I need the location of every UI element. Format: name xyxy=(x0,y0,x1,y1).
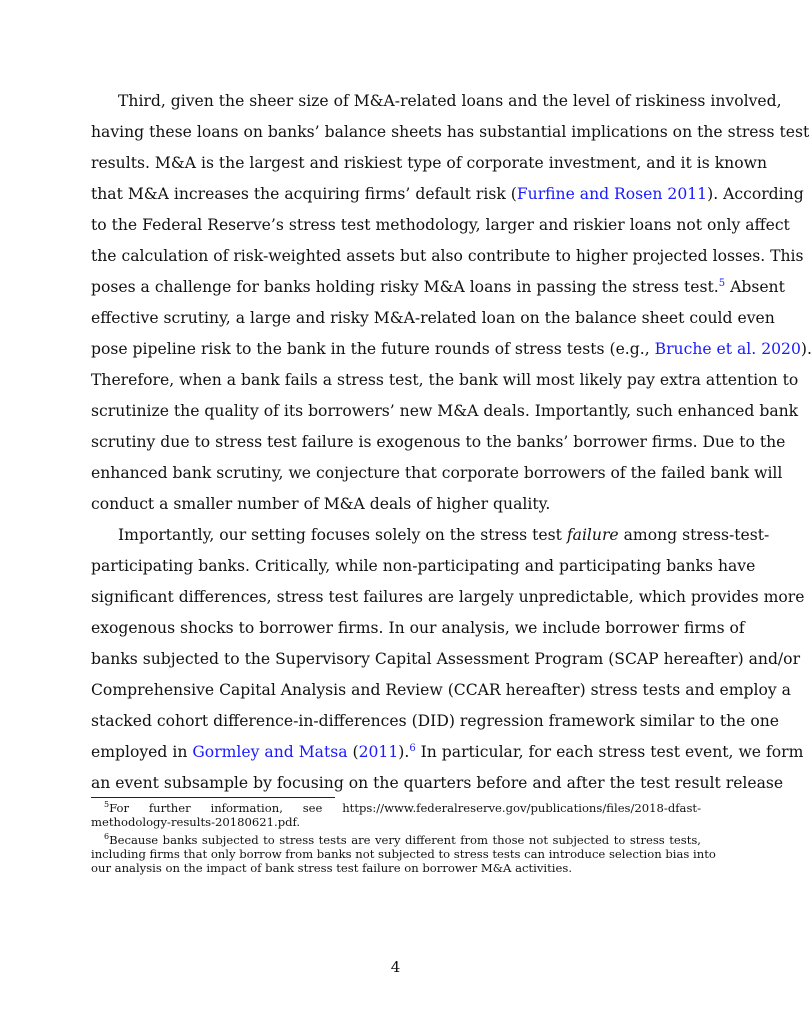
citation-furfine-rosen-link[interactable]: Furfine and Rosen 2011 xyxy=(516,185,708,203)
p1-line-13: enhanced bank scrutiny, we conjecture that corporate borrowers of the failed bank will xyxy=(91,464,783,482)
footnote-ref-6[interactable]: 6 xyxy=(409,742,416,754)
footnote-5-line-2: methodology-results-20180621.pdf. xyxy=(91,815,301,829)
footnote-ref-5[interactable]: 5 xyxy=(718,277,726,289)
page-number: 4 xyxy=(390,958,401,976)
p1-line-8: effective scrutiny, a large and risky M&A-related loan on the balance sheet could even xyxy=(91,309,775,327)
p1-line-2: having these loans on banks’ balance sheets has substantial implications on the stress test xyxy=(91,123,810,141)
footnote-6-line-3: our analysis on the impact of bank stress test failure on borrower M&A activities. xyxy=(91,861,572,875)
p1-line-10: Therefore, when a bank fails a stress test, the bank will most likely pay extra attention to xyxy=(91,371,799,389)
p1-line-6: the calculation of risk-weighted assets but also contribute to higher projected losses. This xyxy=(91,247,804,265)
p2-line-2: participating banks. Critically, while non-participating and participating banks have xyxy=(91,557,756,575)
footnote-divider xyxy=(91,797,335,798)
p1-line-11: scrutinize the quality of its borrowers’ new M&A deals. Importantly, such enhanced bank xyxy=(91,402,799,420)
footnote-6-line-2: including firms that only borrow from banks not subjected to stress tests can introduce selection bias into xyxy=(91,847,716,861)
p1-line-12: scrutiny due to stress test failure is exogenous to the banks’ borrower firms. Due to the xyxy=(91,433,786,451)
p1-line-4: that M&A increases the acquiring firms’ default risk (Furfine and Rosen 2011). According xyxy=(91,185,804,203)
p2-line-1: Importantly, our setting focuses solely on the stress test failure among stress-test- xyxy=(118,526,770,544)
footnote-5-line-1: $^5$For further information, see https://www.federalreserve.gov/publications/files/2018-dfast- xyxy=(104,800,701,815)
p1-line-5: to the Federal Reserve’s stress test methodology, larger and riskier loans not only affect xyxy=(91,216,790,234)
p2-line-9: an event subsample by focusing on the quarters before and after the test result release xyxy=(91,774,784,792)
p1-line-3: results. M&A is the largest and riskiest type of corporate investment, and it is known xyxy=(91,154,767,172)
p2-line-7: stacked cohort difference-in-differences (DID) regression framework similar to the one xyxy=(91,712,779,730)
p1-line-1: Third, given the sheer size of M&A-related loans and the level of riskiness involved, xyxy=(118,92,782,110)
citation-bruche-link[interactable]: Bruche et al. 2020 xyxy=(654,340,801,358)
p1-line-9: pose pipeline risk to the bank in the future rounds of stress tests (e.g., Bruche et al. 2020). xyxy=(91,340,812,358)
citation-gormley-matsa-link[interactable]: Gormley and Matsa xyxy=(192,743,348,761)
p1-line-7: poses a challenge for banks holding risky M&A loans in passing the stress test.$^5$ Absent xyxy=(91,277,785,296)
p1-line-14: conduct a smaller number of M&A deals of higher quality. xyxy=(91,495,551,513)
p2-line-4: exogenous shocks to borrower firms. In our analysis, we include borrower firms of xyxy=(91,619,745,637)
p2-line-5: banks subjected to the Supervisory Capital Assessment Program (SCAP hereafter) and/or xyxy=(91,650,801,668)
p2-line-3: significant differences, stress test failures are largely unpredictable, which provides more xyxy=(91,588,805,606)
p2-line-8: employed in Gormley and Matsa (2011).$^6$ In particular, for each stress test event, we form xyxy=(91,742,804,761)
footnote-6-line-1: $^6$Because banks subjected to stress tests are very different from those not subjected to stress tests, xyxy=(104,832,701,847)
citation-gormley-matsa-year-link[interactable]: 2011 xyxy=(358,743,399,761)
p2-line-6: Comprehensive Capital Analysis and Review (CCAR hereafter) stress tests and employ a xyxy=(91,681,791,699)
